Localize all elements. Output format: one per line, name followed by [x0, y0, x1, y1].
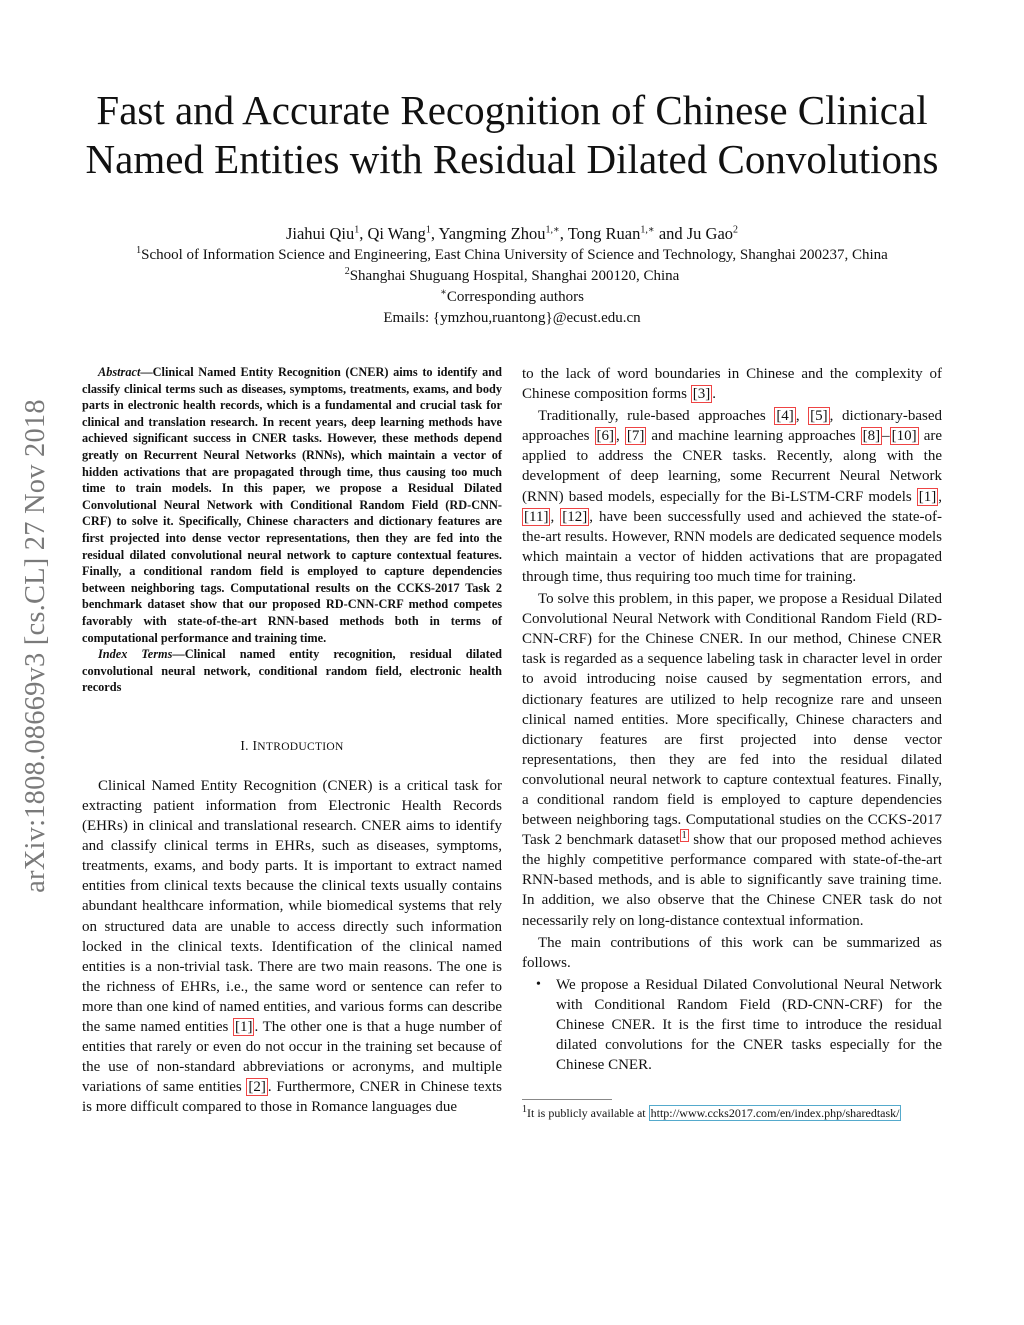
right-paragraph-3: The main contributions of this work can be summarized as follows. [522, 934, 942, 971]
index-terms-heading: Index Terms [98, 647, 173, 662]
paragraph-text: show that our proposed method achieves the highly competitive performance compared with state-of-the-art RNN-based methods, and is able to significantly save training time. In addition, we also observe that the Chinese CNER task do not necessarily rely on long-distance contextual information. [522, 832, 942, 929]
contribution-bullet [522, 975, 942, 1075]
section-initial: I [252, 737, 258, 753]
author-name: and Ju Gao [654, 224, 734, 243]
abstract-text: —Clinical Named Entity Recognition (CNER) aims to identify and classify clinical terms such as diseases, symptoms, treatments, exams, and body parts in electronic health records, which is a fundamental and crucial task for clinical and translation research. In recent years, deep learning methods have achieved significant success in CNER tasks. However, these methods depend greatly on Recurrent Neural Networks (RNNs), which maintain a vector of hidden activations that are propagated through time, thus causing too much time to train models. In this paper, we propose a Residual Dilated Convolutional Neural Network with Conditional Random Field (RD-CNN-CRF) to solve it. Specifically, Chinese characters and dictionary features are first projected into dense vector representations, then they are fed into the residual dilated convolutional neural network to capture contextual features. Finally, a conditional random field is employed to capture dependencies between neighboring tags. Computational results on the CCKS-2017 Task 2 benchmark dataset show that our proposed RD-CNN-CRF method competes favorably with state-of-the-art RNN-based methods both in terms of computational performance and training time. [82, 365, 502, 645]
right-paragraph-2 [522, 589, 942, 931]
author-name: , Yangming Zhou [430, 224, 546, 243]
author-affiliation-mark: 1,∗ [545, 224, 560, 236]
citation-link[interactable]: [2] [248, 1079, 266, 1096]
right-paragraph-0 [522, 364, 942, 404]
author-list [60, 223, 964, 244]
author-name: , Tong Ruan [559, 224, 641, 243]
affiliation-mark: 1 [136, 245, 142, 256]
affiliation-text: School of Information Science and Engineering, East China University of Science and Technology, Shanghai 200237, China [141, 247, 888, 263]
paragraph-text: . [712, 386, 716, 403]
affiliation-text: Shanghai Shuguang Hospital, Shanghai 200120, China [349, 268, 680, 284]
paper-title [60, 86, 964, 184]
section-heading-introduction [82, 738, 502, 754]
citation-link[interactable]: [6] [596, 428, 615, 445]
affiliation-2 [60, 266, 964, 286]
abstract [82, 364, 502, 646]
corresponding-note [60, 287, 964, 307]
footnote-mark: 1 [522, 1104, 527, 1116]
author-name: Jiahui Qiu [285, 224, 355, 243]
right-paragraph-1 [522, 406, 942, 587]
paragraph-text: To solve this problem, in this paper, we propose a Residual Dilated Convolutional Neural Network with Conditional Random Field (RD-CNN-CRF) for the Chinese CNER. In our method, Chinese CNER task is regarded as a sequence labeling task in character level in order to avoid introducing noise caused by segmentation errors, and dictionary features are utilized to help recognize rare and unseen clinical named entities. More specifically, Chinese characters and dictionary features are first projected into dense vector representations, then they are fed into the residual dilated convolutional neural network to capture contextual features. Finally, a conditional random field is employed to capture dependencies between neighboring tags. Computational studies on the CCKS-2017 Task 2 benchmark dataset [522, 591, 942, 849]
emails: Emails: {ymzhou,ruantong}@ecust.edu.cn [383, 310, 641, 326]
citation-link[interactable]: [1] [234, 1019, 253, 1035]
index-terms [82, 646, 502, 696]
citation-link[interactable]: [10] [891, 428, 917, 445]
title-line-1: Fast and Accurate Recognition of Chinese Clinical [96, 87, 928, 133]
title-line-2: Named Entities with Residual Dilated Convolutions [85, 136, 939, 182]
citation-link[interactable]: [1] [918, 488, 937, 505]
footnote [522, 1106, 942, 1121]
paragraph-text: are applied to address the CNER tasks. Recently, along with the development of deep learning, some Recurrent Neural Network (RNN) based models, especially for the Bi-LSTM-CRF models [522, 428, 943, 505]
author-affiliation-mark: 2 [733, 224, 739, 236]
paragraph-text: and machine learning approaches [646, 428, 861, 445]
paragraph-text: to the lack of word boundaries in Chinese and the complexity of Chinese composition forms [522, 366, 942, 403]
citation-link[interactable]: [7] [626, 428, 645, 445]
author-affiliation-mark: 1,∗ [640, 224, 655, 236]
citation-link[interactable]: [3] [692, 386, 711, 403]
abstract-heading: Abstract [98, 365, 141, 379]
paragraph-text: Traditionally, rule-based approaches [538, 408, 775, 425]
paragraph-text: . Furthermore, CNER in Chinese texts is more difficult compared to those in Romance languages due [82, 1079, 503, 1116]
bullet-text: We propose a Residual Dilated Convolutional Neural Network with Conditional Random Field (RD-CNN-CRF) for the Chinese CNER. It is the first time to introduce the residual dilated convolutions for the CNER tasks especially for the Chinese CNER. [556, 976, 942, 1074]
author-affiliation-mark: 1 [425, 224, 431, 236]
author-affiliation-mark: 1 [354, 224, 360, 236]
citation-link[interactable]: [5] [810, 408, 828, 425]
citation-link[interactable]: [11] [524, 508, 549, 525]
paragraph-text: , [938, 488, 942, 505]
intro-paragraph-1 [82, 776, 502, 1118]
paragraph-text: , have been successfully used and achieved the state-of-the-art results. However, RNN models are dedicated sequence models which maintain a vector of hidden activations that are propagated through time, thus requiring too much time for training. [522, 508, 942, 585]
paragraph-text: , [616, 428, 625, 445]
paragraph-text: – [882, 428, 890, 445]
footnote-link[interactable]: 1 [681, 830, 687, 842]
index-terms-text: —Clinical named entity recognition, residual dilated convolutional neural network, conditional random field, electronic health records [82, 647, 502, 695]
paragraph-text: Clinical Named Entity Recognition (CNER) is a critical task for extracting patient information from Electronic Health Records (EHRs) in clinical and translational research. CNER aims to identify and classify clinical terms in EHRs, such as diseases, symptoms, treatments, exams, and body parts. It is important to extract named entities from clinical texts because the clinical texts usually contains abundant healthcare information, while biomedical systems that rely on structured data are unable to access directly such information locked in the clinical texts. Identification of the clinical named entities is a non-trivial task. There are two main reasons. The one is the richness of EHRs, i.e., the same word or sentence can refer to more than one kind of named entities, and various forms can describe the same named entities [82, 777, 502, 1035]
footnote-text: It is publicly available at [527, 1106, 649, 1121]
bullet-icon: • [536, 976, 541, 992]
paragraph-text: , [795, 408, 809, 425]
paragraph-text: . The other one is that a huge number of entities that rarely or even do not occur in the training set because of the use of non-standard abbreviations or acronyms, and multiple variations of same entities [82, 1019, 503, 1096]
corresponding-text: Corresponding authors [446, 289, 584, 305]
paragraph-text: , [550, 508, 561, 525]
citation-link[interactable]: [12] [562, 508, 588, 525]
section-numeral: I. [240, 737, 253, 753]
affiliation-1 [60, 245, 964, 265]
citation-link[interactable]: [4] [776, 408, 794, 425]
paragraph-text: , dictionary-based approaches [522, 408, 942, 445]
section-title-rest: NTRODUCTION [257, 740, 344, 753]
footnote-url-link[interactable]: http://www.ccks2017.com/en/index.php/sharedtask/ [650, 1106, 900, 1121]
right-column [522, 364, 942, 1121]
arxiv-identifier-text: arXiv:1808.08669v3 [cs.CL] 27 Nov 2018 [20, 399, 51, 893]
citation-link[interactable]: [8] [862, 428, 881, 445]
affiliation-mark: 2 [344, 266, 350, 277]
corresponding-mark: ∗ [440, 287, 447, 298]
left-column [82, 364, 502, 1117]
footnote-rule [522, 1099, 612, 1100]
arxiv-identifier [6, 348, 66, 944]
author-name: , Qi Wang [359, 224, 426, 243]
